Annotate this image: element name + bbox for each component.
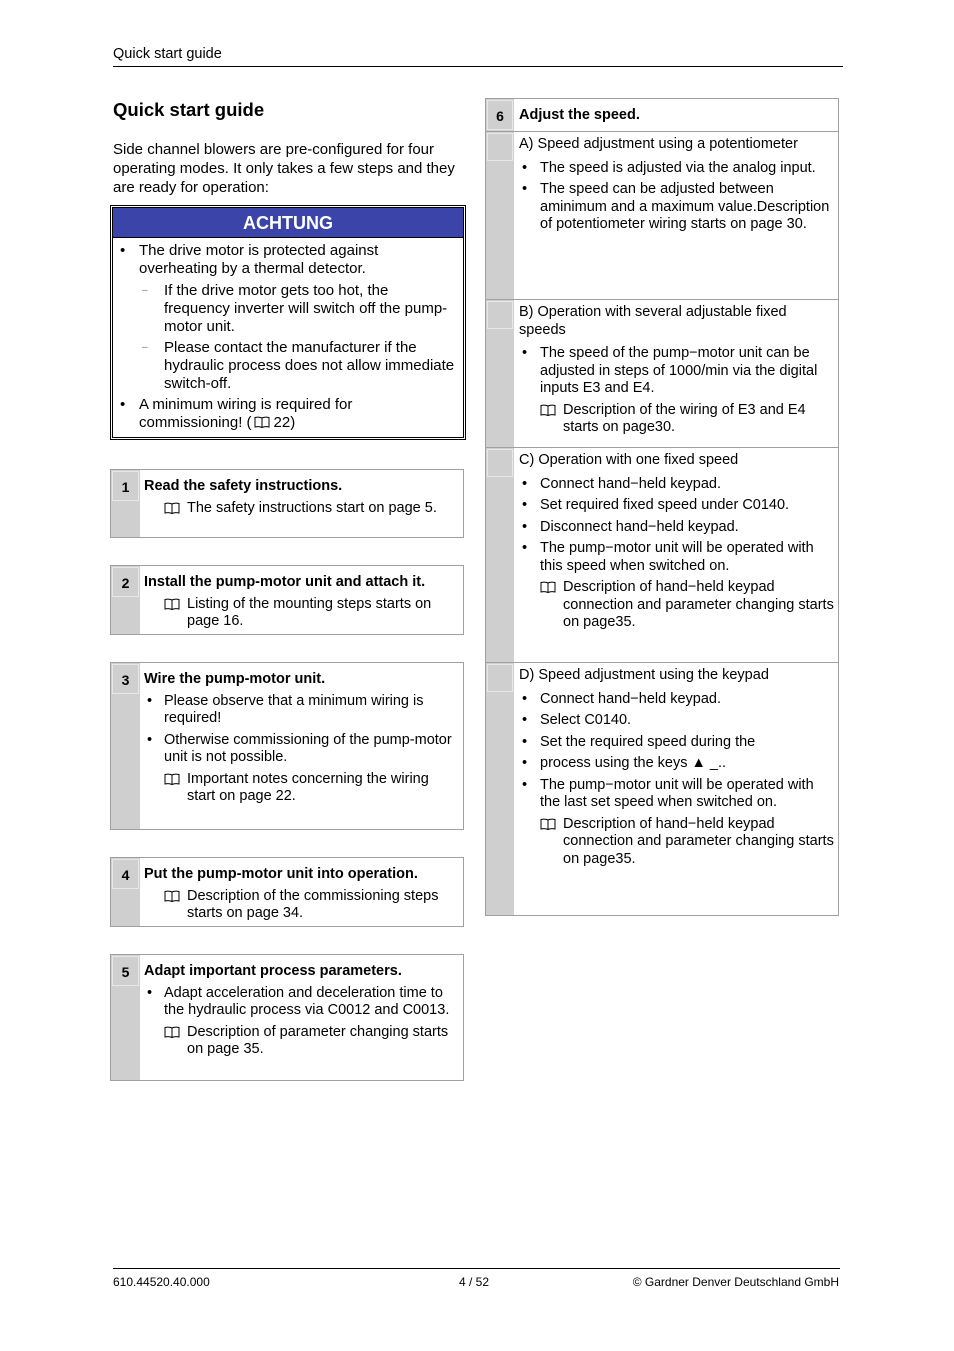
step-title: Adjust the speed. — [519, 107, 640, 123]
speed-option-c — [486, 447, 838, 662]
warning-subitem: – Please contact the manufacturer if the hydraulic process does not allow immediate switch-off. — [117, 339, 457, 393]
reference-text: Description of the commissioning steps starts on page 34. — [187, 887, 439, 921]
running-header: Quick start guide — [113, 46, 222, 62]
reference-text: Description of hand−held keypad connection and parameter changing starts on page35. — [563, 815, 834, 867]
step-5 — [110, 954, 464, 1081]
step-title: Wire the pump-motor unit. — [144, 671, 326, 687]
book-icon — [540, 818, 556, 830]
option-heading: C) Operation with one fixed speed — [519, 452, 739, 468]
book-icon — [540, 404, 556, 416]
warning-item-text: A minimum wiring is required for commissioning! ( — [139, 396, 353, 431]
footer-copyright: © Gardner Denver Deutschland GmbH — [632, 1275, 839, 1289]
step-2 — [110, 565, 464, 635]
option-heading: A) Speed adjustment using a potentiometer — [519, 136, 798, 152]
reference-text: Description of the wiring of E3 and E4 starts on page30. — [563, 401, 806, 435]
step-number: 1 — [112, 471, 139, 501]
bullet-item: • Set the required speed during the — [519, 734, 834, 752]
option-heading: B) Operation with several adjustable fixed speeds — [519, 304, 787, 338]
reference — [144, 888, 459, 923]
book-icon — [540, 581, 556, 593]
bullet-item: • Please observe that a minimum wiring is required! — [144, 693, 459, 728]
bullet-item: • Disconnect hand−held keypad. — [519, 519, 834, 537]
bullet-item: • Set required fixed speed under C0140. — [519, 497, 834, 515]
warning-item-page: 22) — [273, 414, 296, 431]
bullet-item: • The speed is adjusted via the analog input. — [519, 160, 834, 178]
page-title: Quick start guide — [113, 99, 265, 120]
warning-item: • The drive motor is protected against overheating by a thermal detector. — [117, 242, 457, 278]
speed-option-d — [486, 662, 838, 916]
reference — [144, 1024, 459, 1059]
speed-option-b — [486, 299, 838, 447]
reference — [144, 771, 459, 806]
footer-rule — [113, 1268, 840, 1269]
book-icon — [164, 502, 180, 514]
book-icon — [164, 890, 180, 902]
reference — [519, 816, 834, 869]
speed-option-a — [486, 131, 838, 299]
step-title: Adapt important process parameters. — [144, 963, 402, 979]
step-number: 4 — [112, 859, 139, 889]
step-6 — [485, 98, 839, 916]
step-4 — [110, 857, 464, 927]
reference-text: The safety instructions start on page 5. — [187, 499, 437, 516]
reference-text: Description of hand−held keypad connection and parameter changing starts on page35. — [563, 579, 834, 630]
intro-paragraph: Side channel blowers are pre-configured for four operating modes. It only takes a few steps and they are ready for operation: — [113, 141, 455, 196]
header-rule — [113, 66, 843, 67]
bullet-item: • The speed of the pump−motor unit can be adjusted in steps of 1000/min via the digital inputs E3 and E4. — [519, 345, 834, 398]
step-number: 5 — [112, 956, 139, 986]
bullet-item: • Connect hand−held keypad. — [519, 691, 834, 709]
book-icon — [254, 416, 270, 428]
warning-title: ACHTUNG — [113, 208, 463, 238]
warning-subitem: – If the drive motor gets too hot, the frequency inverter will switch off the pump-motor unit. — [117, 282, 457, 336]
bullet-item: • The pump−motor unit will be operated with the last set speed when switched on. — [519, 777, 834, 812]
bullet-item: • Otherwise commissioning of the pump-motor unit is not possible. — [144, 732, 459, 767]
warning-item — [117, 396, 457, 432]
bullet-item: • Adapt acceleration and deceleration time to the hydraulic process via C0012 and C0013. — [144, 985, 459, 1020]
bullet-item: • process using the keys ▲ _.. — [519, 755, 834, 773]
reference-text: Important notes concerning the wiring start on page 22. — [187, 770, 429, 804]
book-icon — [164, 773, 180, 785]
footer-doc-number: 610.44520.40.000 — [113, 1275, 210, 1289]
step-1 — [110, 469, 464, 538]
reference-text: Description of parameter changing starts on page 35. — [187, 1023, 449, 1057]
step-number: 6 — [487, 100, 513, 130]
reference — [144, 500, 459, 518]
reference — [144, 596, 459, 631]
step-number: 3 — [112, 664, 139, 694]
step-title: Put the pump-motor unit into operation. — [144, 866, 418, 882]
bullet-item: • Select C0140. — [519, 712, 834, 730]
bullet-item: • Connect hand−held keypad. — [519, 476, 834, 494]
reference — [519, 579, 834, 632]
step-number: 2 — [112, 567, 139, 597]
warning-box — [110, 205, 466, 440]
reference — [519, 402, 834, 437]
bullet-item: • The pump−motor unit will be operated with this speed when switched on. — [519, 540, 834, 575]
footer-page-number: 4 / 52 — [459, 1275, 490, 1289]
step-title: Install the pump-motor unit and attach it. — [144, 574, 426, 590]
reference-text: Listing of the mounting steps starts on page 16. — [187, 595, 432, 629]
step-title: Read the safety instructions. — [144, 478, 343, 494]
book-icon — [164, 598, 180, 610]
step-3 — [110, 662, 464, 830]
book-icon — [164, 1026, 180, 1038]
bullet-item: • The speed can be adjusted between aminimum and a maximum value.Description of potentiometer wiring starts on page 30. — [519, 181, 834, 234]
option-heading: D) Speed adjustment using the keypad — [519, 667, 769, 683]
